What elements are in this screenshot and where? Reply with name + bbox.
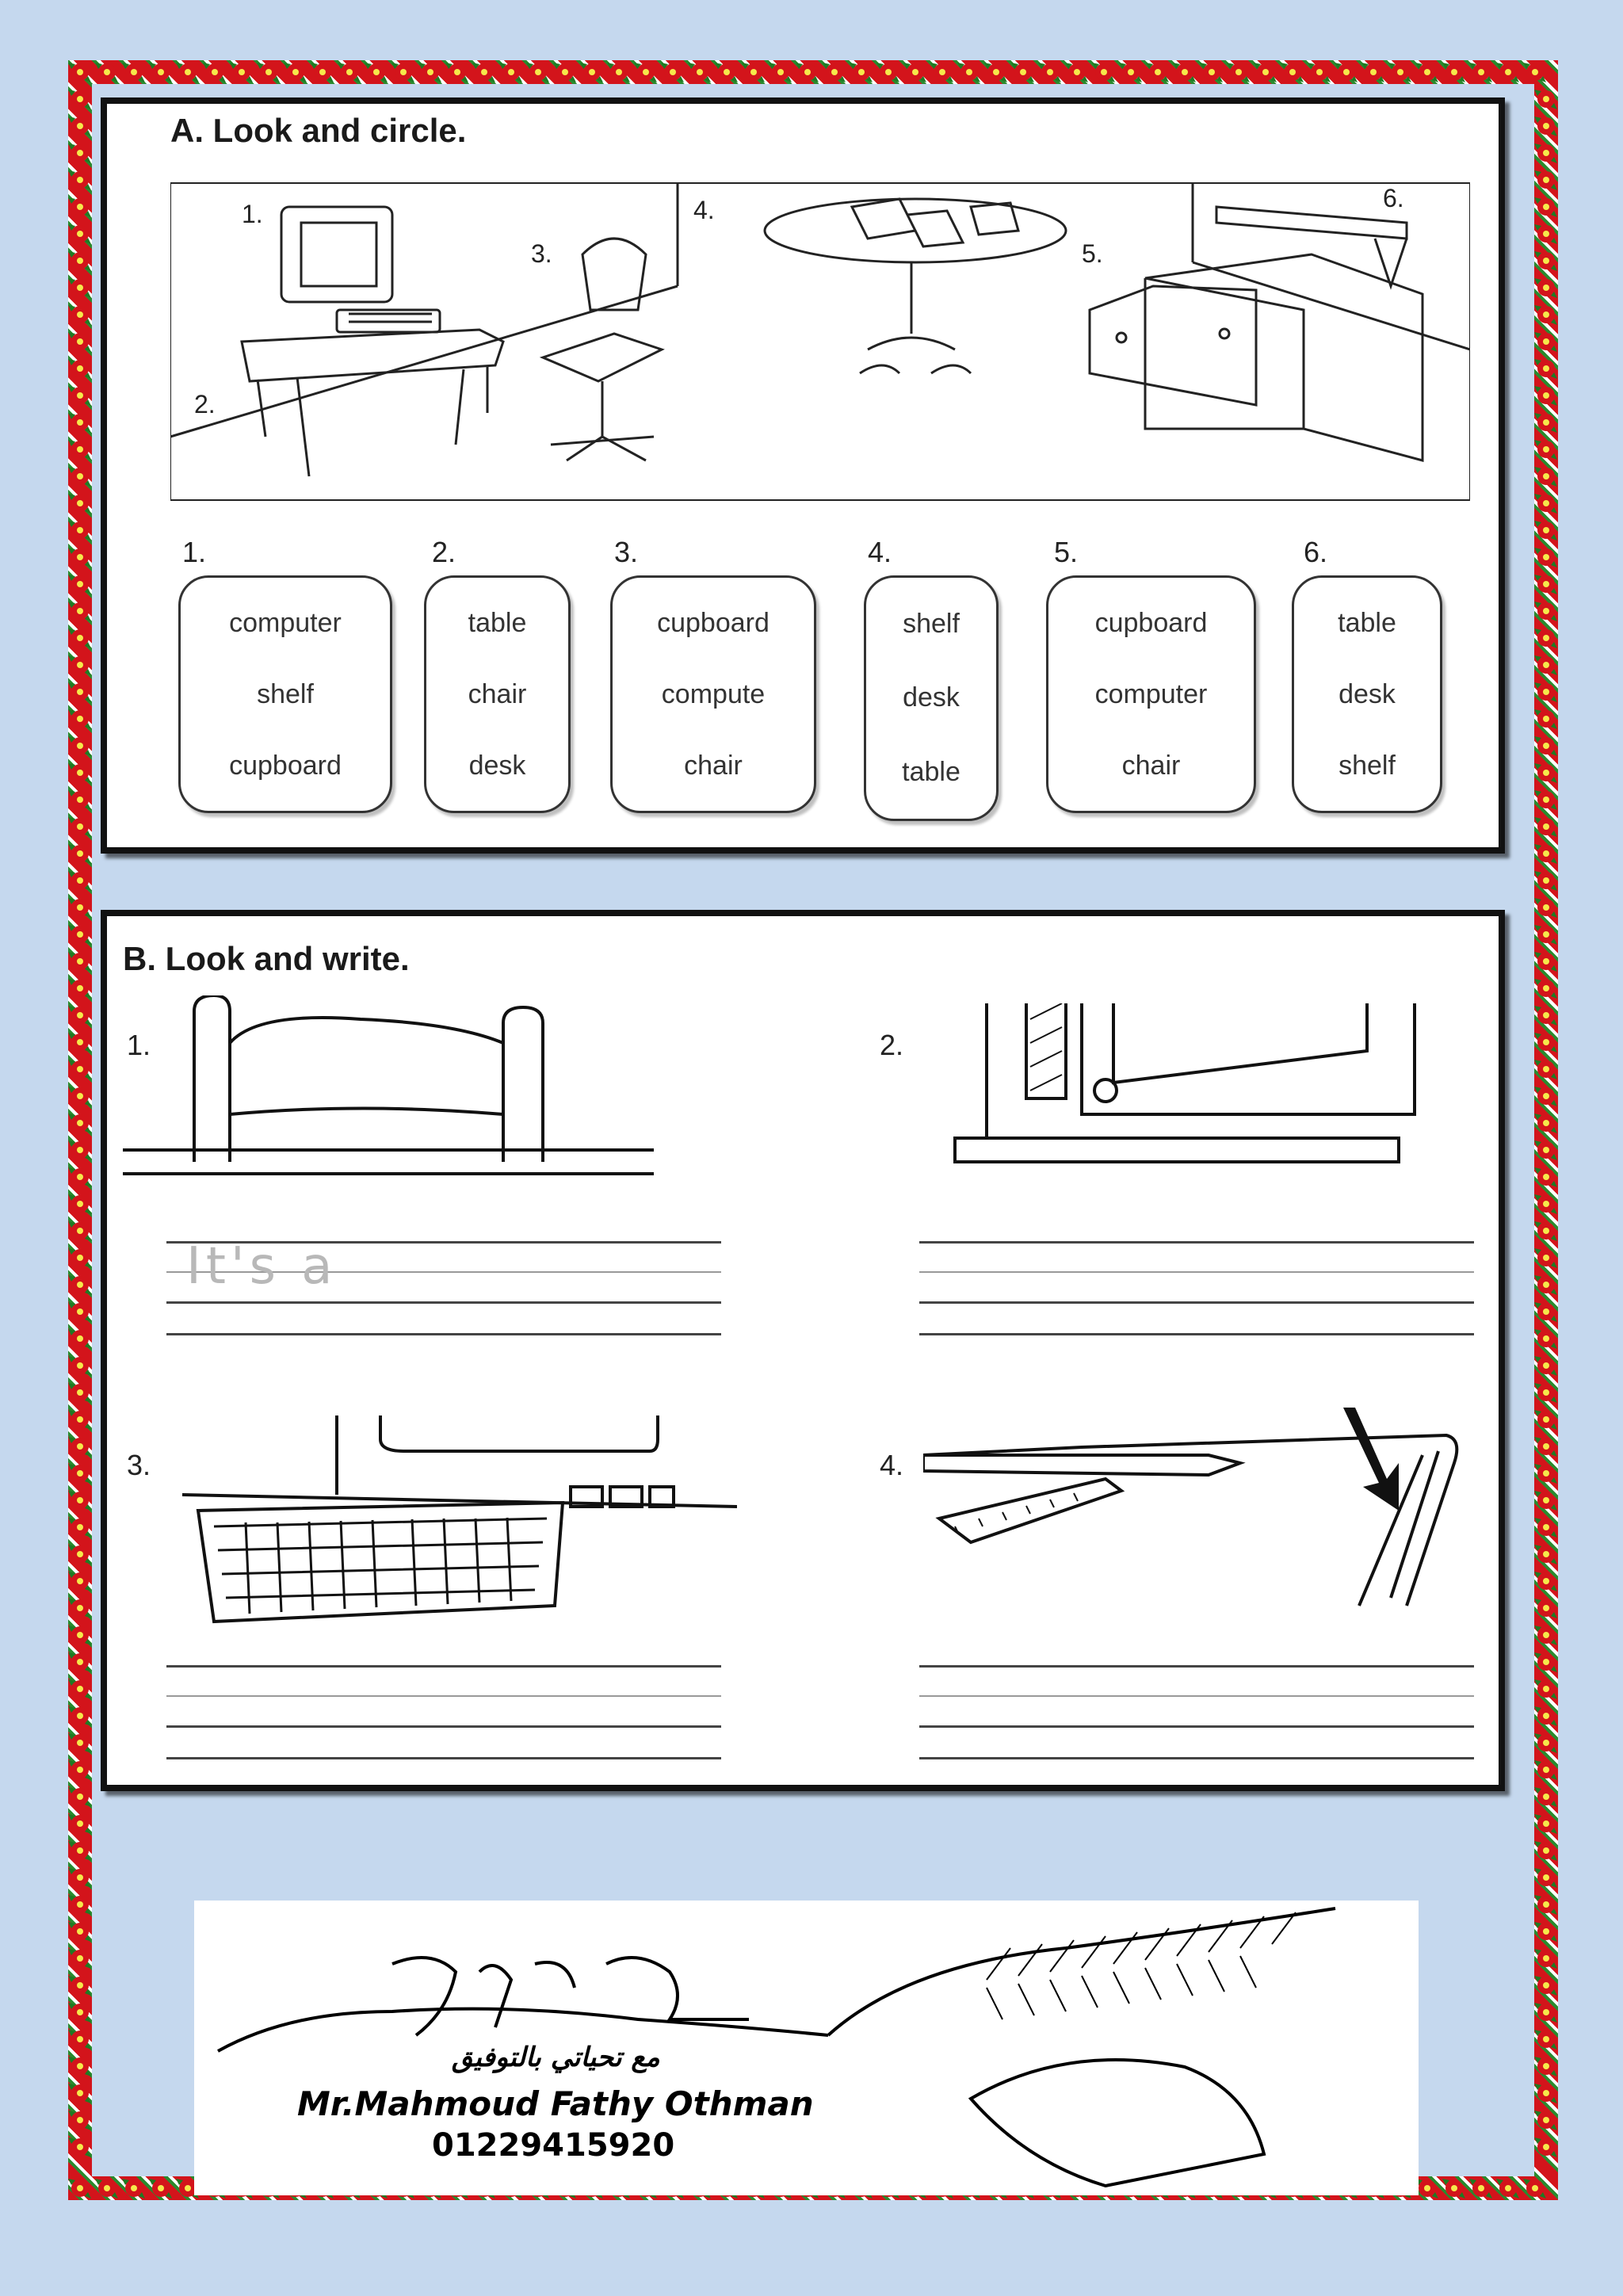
flower-icon xyxy=(1534,1491,1557,1511)
flower-icon xyxy=(715,63,738,82)
flower-icon xyxy=(68,467,91,487)
flower-icon xyxy=(68,2084,91,2103)
flower-icon xyxy=(1534,1437,1557,1457)
flower-icon xyxy=(1534,1733,1557,1753)
flower-icon xyxy=(1534,1787,1557,1807)
option-chair[interactable]: chair xyxy=(468,678,527,709)
flower-icon xyxy=(1534,1706,1557,1726)
flower-icon xyxy=(68,90,91,109)
option-computer[interactable]: computer xyxy=(229,607,342,638)
scene-label-3: 3. xyxy=(531,239,552,268)
flower-icon xyxy=(1254,63,1277,82)
flower-icon xyxy=(1534,790,1557,810)
flower-icon xyxy=(68,1033,91,1052)
flower-icon xyxy=(1534,952,1557,972)
flower-icon xyxy=(1308,63,1331,82)
flower-icon xyxy=(1534,1572,1557,1591)
flower-icon xyxy=(1119,63,1142,82)
flower-icon xyxy=(1534,1383,1557,1403)
flower-icon xyxy=(68,1787,91,1807)
desk-edge-icon xyxy=(923,1408,1462,1614)
option-box-4 xyxy=(864,575,999,821)
option-box-5 xyxy=(1046,575,1256,813)
flower-icon xyxy=(1534,575,1557,594)
flower-icon xyxy=(68,1356,91,1376)
flower-icon xyxy=(661,63,684,82)
flower-icon xyxy=(1534,2003,1557,2023)
flower-icon xyxy=(1281,63,1304,82)
flower-icon xyxy=(68,1087,91,1106)
flower-icon xyxy=(95,2179,118,2199)
flower-icon xyxy=(68,170,91,190)
flower-icon xyxy=(1534,413,1557,433)
flower-icon xyxy=(365,63,388,82)
flower-icon xyxy=(1534,1760,1557,1780)
flower-icon xyxy=(1534,602,1557,621)
flower-icon xyxy=(311,63,334,82)
flower-icon xyxy=(68,1599,91,1618)
option-box-1 xyxy=(178,575,392,813)
flower-icon xyxy=(1534,1895,1557,1915)
group-number-2: 2. xyxy=(432,536,456,568)
flower-icon xyxy=(68,871,91,891)
flower-icon xyxy=(1534,117,1557,136)
flower-icon xyxy=(1534,1599,1557,1618)
flower-icon xyxy=(1523,2179,1546,2199)
flower-icon xyxy=(68,1814,91,1834)
flower-icon xyxy=(68,117,91,136)
flower-icon xyxy=(68,143,91,163)
flower-icon xyxy=(1523,63,1546,82)
flower-icon xyxy=(1534,143,1557,163)
scene-label-6: 6. xyxy=(1383,184,1404,212)
flower-icon xyxy=(445,63,468,82)
option-desk[interactable]: desk xyxy=(1338,678,1396,709)
flower-icon xyxy=(68,2057,91,2076)
scene-label-2: 2. xyxy=(194,390,216,418)
flower-icon xyxy=(68,548,91,567)
flower-icon xyxy=(68,2030,91,2050)
flower-icon xyxy=(1534,1652,1557,1672)
flower-icon xyxy=(68,763,91,783)
flower-icon xyxy=(1442,2179,1465,2199)
option-table[interactable]: table xyxy=(468,607,527,638)
option-cupboard[interactable]: cupboard xyxy=(1094,607,1208,638)
flower-icon xyxy=(607,63,630,82)
flower-icon xyxy=(1534,979,1557,999)
scene-label-4: 4. xyxy=(693,196,715,224)
writing-lines-2[interactable] xyxy=(919,1241,1474,1336)
flower-icon xyxy=(68,1949,91,1969)
keyboard-icon xyxy=(182,1415,737,1637)
flower-icon xyxy=(1534,1626,1557,1645)
flower-icon xyxy=(1534,1248,1557,1268)
flower-icon xyxy=(68,602,91,621)
group-number-4: 4. xyxy=(868,536,892,568)
flower-icon xyxy=(68,952,91,972)
flower-icon xyxy=(68,494,91,514)
flower-icon xyxy=(1534,1140,1557,1160)
flower-icon xyxy=(1534,1033,1557,1052)
flower-icon xyxy=(1534,197,1557,217)
flower-icon xyxy=(1534,655,1557,675)
section-b-heading: B. Look and write. xyxy=(123,940,410,977)
flower-icon xyxy=(68,1922,91,1942)
flower-icon xyxy=(1534,1221,1557,1241)
flower-icon xyxy=(1534,628,1557,648)
flower-icon xyxy=(1534,2030,1557,2050)
flower-icon xyxy=(149,2179,172,2199)
flower-icon xyxy=(68,305,91,325)
flower-icon xyxy=(1534,1087,1557,1106)
flower-icon xyxy=(68,790,91,810)
flower-icon xyxy=(68,1706,91,1726)
flower-icon xyxy=(1534,736,1557,756)
flower-icon xyxy=(1534,278,1557,298)
flower-icon xyxy=(526,63,549,82)
flower-icon xyxy=(122,63,145,82)
flower-icon xyxy=(876,63,899,82)
flower-icon xyxy=(68,2179,91,2199)
flower-icon xyxy=(68,1383,91,1403)
flower-icon xyxy=(68,709,91,729)
cupboard-icon xyxy=(923,1003,1462,1194)
item-number-3: 3. xyxy=(127,1449,151,1481)
flower-icon xyxy=(68,224,91,244)
flower-icon xyxy=(1469,2179,1492,2199)
flower-icon xyxy=(203,63,226,82)
flower-icon xyxy=(580,63,603,82)
option-shelf[interactable]: shelf xyxy=(257,678,314,709)
flower-icon xyxy=(68,1976,91,1996)
flower-icon xyxy=(1534,1976,1557,1996)
flower-icon xyxy=(1534,2137,1557,2157)
flower-icon xyxy=(68,63,91,82)
flower-icon xyxy=(68,1410,91,1430)
flower-icon xyxy=(418,63,441,82)
flower-icon xyxy=(68,1275,91,1295)
flower-icon xyxy=(634,63,657,82)
flower-icon xyxy=(68,1572,91,1591)
flower-icon xyxy=(68,440,91,460)
flower-icon xyxy=(68,386,91,406)
flower-icon xyxy=(1534,332,1557,352)
flower-icon xyxy=(930,63,953,82)
group-number-5: 5. xyxy=(1054,536,1079,568)
group-number-1: 1. xyxy=(182,536,207,568)
flower-icon xyxy=(68,1545,91,1564)
flower-icon xyxy=(1534,844,1557,864)
flower-icon xyxy=(68,817,91,837)
flower-icon xyxy=(68,278,91,298)
flower-icon xyxy=(68,359,91,379)
flower-icon xyxy=(1092,63,1115,82)
flower-icon xyxy=(1534,2084,1557,2103)
flower-icon xyxy=(1534,1114,1557,1133)
flower-icon xyxy=(796,63,819,82)
flower-icon xyxy=(1496,2179,1519,2199)
flower-icon xyxy=(1534,1275,1557,1295)
flower-icon xyxy=(1534,817,1557,837)
flower-icon xyxy=(68,736,91,756)
bed-icon xyxy=(123,995,693,1186)
flower-icon xyxy=(68,682,91,702)
flower-icon xyxy=(1534,1868,1557,1888)
flower-icon xyxy=(230,63,253,82)
room-scene-illustration xyxy=(170,175,1470,508)
writing-lines-3[interactable] xyxy=(166,1665,721,1760)
shelf-icon xyxy=(1216,207,1407,286)
flower-icon xyxy=(1534,467,1557,487)
flower-icon xyxy=(68,575,91,594)
flower-icon xyxy=(472,63,495,82)
option-box-3 xyxy=(610,575,816,813)
section-b-panel xyxy=(101,910,1505,1791)
item-number-2: 2. xyxy=(880,1029,904,1061)
flower-icon xyxy=(1534,1356,1557,1376)
flower-icon xyxy=(68,979,91,999)
flower-icon xyxy=(68,1194,91,1214)
flower-icon xyxy=(1534,1006,1557,1026)
flower-icon xyxy=(1534,1167,1557,1187)
option-table[interactable]: table xyxy=(1338,607,1396,638)
flower-icon xyxy=(1534,1814,1557,1834)
flower-icon xyxy=(1011,63,1034,82)
flower-icon xyxy=(68,1518,91,1538)
flower-icon xyxy=(1534,1302,1557,1322)
flower-icon xyxy=(68,1006,91,1026)
flower-icon xyxy=(1227,63,1250,82)
flower-icon xyxy=(1534,1194,1557,1214)
group-number-6: 6. xyxy=(1304,536,1328,568)
flower-icon xyxy=(1442,63,1465,82)
flower-icon xyxy=(68,1868,91,1888)
flower-icon xyxy=(1335,63,1358,82)
flower-icon xyxy=(1361,63,1384,82)
section-a-panel xyxy=(101,97,1505,854)
flower-icon xyxy=(553,63,576,82)
flower-icon xyxy=(68,1221,91,1241)
flower-icon xyxy=(1534,871,1557,891)
flower-icon xyxy=(1534,224,1557,244)
flower-icon xyxy=(68,1679,91,1699)
flower-icon xyxy=(688,63,711,82)
flower-icon xyxy=(1200,63,1223,82)
flower-icon xyxy=(68,1248,91,1268)
flower-icon xyxy=(1534,1545,1557,1564)
flower-icon xyxy=(68,1491,91,1511)
flower-icon xyxy=(499,63,522,82)
quill-hand-icon xyxy=(194,1901,1419,2195)
flower-icon xyxy=(68,197,91,217)
option-box-2 xyxy=(424,575,571,813)
flower-icon xyxy=(68,332,91,352)
flower-icon xyxy=(68,1760,91,1780)
flower-icon xyxy=(68,2111,91,2130)
flower-icon xyxy=(1534,359,1557,379)
option-desk[interactable]: desk xyxy=(903,682,960,713)
flower-icon xyxy=(1534,521,1557,541)
flower-icon xyxy=(1534,1060,1557,1079)
flower-icon xyxy=(1388,63,1411,82)
flower-icon xyxy=(769,63,792,82)
flower-icon xyxy=(1534,251,1557,271)
flower-icon xyxy=(68,1114,91,1133)
flower-icon xyxy=(68,1464,91,1484)
flower-icon xyxy=(391,63,414,82)
flower-icon xyxy=(1534,1329,1557,1349)
flower-icon xyxy=(68,1841,91,1861)
flower-icon xyxy=(1534,305,1557,325)
flower-icon xyxy=(68,1329,91,1349)
flower-icon xyxy=(95,63,118,82)
flower-icon xyxy=(1415,2179,1438,2199)
arrow-icon xyxy=(1343,1408,1399,1511)
flower-icon xyxy=(284,63,307,82)
flower-icon xyxy=(68,1167,91,1187)
flower-icon xyxy=(850,63,873,82)
option-box-6 xyxy=(1292,575,1442,813)
option-shelf[interactable]: shelf xyxy=(1338,750,1396,781)
signature-box xyxy=(194,1901,1419,2195)
flower-icon xyxy=(984,63,1007,82)
signature-arabic: مع تحياتي بالتوفيق xyxy=(452,2042,660,2073)
flower-icon xyxy=(68,628,91,648)
option-desk[interactable]: desk xyxy=(468,750,526,781)
flower-icon xyxy=(68,1140,91,1160)
flower-icon xyxy=(68,2003,91,2023)
flower-icon xyxy=(903,63,926,82)
flower-icon xyxy=(1534,170,1557,190)
flower-icon xyxy=(1415,63,1438,82)
flower-icon xyxy=(1534,386,1557,406)
flower-icon xyxy=(1534,1679,1557,1699)
flower-icon xyxy=(1173,63,1196,82)
flower-icon xyxy=(1534,898,1557,918)
flower-icon xyxy=(1534,763,1557,783)
writing-lines-4[interactable] xyxy=(919,1665,1474,1760)
flower-icon xyxy=(68,251,91,271)
option-table[interactable]: table xyxy=(902,756,960,787)
flower-icon xyxy=(1534,440,1557,460)
flower-icon xyxy=(1534,1949,1557,1969)
flower-icon xyxy=(68,1060,91,1079)
flower-icon xyxy=(1534,494,1557,514)
flower-icon xyxy=(1534,2111,1557,2130)
flower-icon xyxy=(68,1895,91,1915)
flower-icon xyxy=(149,63,172,82)
option-computer[interactable]: computer xyxy=(1094,678,1208,709)
flower-icon xyxy=(1038,63,1061,82)
flower-icon xyxy=(68,2137,91,2157)
option-shelf[interactable]: shelf xyxy=(903,609,960,640)
option-cupboard[interactable]: cupboard xyxy=(229,750,342,781)
flower-icon xyxy=(176,63,199,82)
flower-icon xyxy=(1534,548,1557,567)
item-number-4: 4. xyxy=(880,1449,904,1481)
flower-icon xyxy=(1534,682,1557,702)
group-number-3: 3. xyxy=(614,536,639,568)
flower-icon xyxy=(68,413,91,433)
flower-icon xyxy=(68,1437,91,1457)
flower-icon xyxy=(68,898,91,918)
flower-icon xyxy=(68,655,91,675)
flower-icon xyxy=(122,2179,145,2199)
option-chair[interactable]: chair xyxy=(1121,750,1181,781)
flower-icon xyxy=(957,63,980,82)
flower-icon xyxy=(68,1626,91,1645)
flower-icon xyxy=(338,63,361,82)
scene-label-5: 5. xyxy=(1082,239,1103,268)
flower-icon xyxy=(1534,90,1557,109)
flower-icon xyxy=(68,844,91,864)
flower-icon xyxy=(1534,1410,1557,1430)
flower-icon xyxy=(1534,1518,1557,1538)
item-number-1: 1. xyxy=(127,1029,151,1061)
flower-icon xyxy=(1065,63,1088,82)
option-cupboard[interactable]: cupboard xyxy=(657,607,769,638)
flower-icon xyxy=(823,63,846,82)
flower-icon xyxy=(68,1302,91,1322)
flower-icon xyxy=(1534,925,1557,945)
flower-icon xyxy=(742,63,765,82)
flower-icon xyxy=(1146,63,1169,82)
signature-name: Mr.Mahmoud Fathy Othman xyxy=(297,2084,814,2123)
flower-icon xyxy=(68,925,91,945)
flower-icon xyxy=(1496,63,1519,82)
flower-icon xyxy=(68,521,91,541)
option-compute[interactable]: compute xyxy=(661,678,766,709)
trace-text: It's a xyxy=(186,1237,338,1296)
scene-label-1: 1. xyxy=(242,200,263,228)
flower-icon xyxy=(1534,709,1557,729)
flower-icon xyxy=(1534,1841,1557,1861)
flower-icon xyxy=(68,1733,91,1753)
flower-icon xyxy=(1534,2057,1557,2076)
option-chair[interactable]: chair xyxy=(684,750,743,781)
flower-icon xyxy=(1534,1922,1557,1942)
flower-icon xyxy=(1469,63,1492,82)
flower-icon xyxy=(257,63,280,82)
flower-icon xyxy=(68,1652,91,1672)
flower-icon xyxy=(1534,1464,1557,1484)
signature-phone: 01229415920 xyxy=(432,2127,675,2164)
section-a-heading: A. Look and circle. xyxy=(170,112,467,149)
